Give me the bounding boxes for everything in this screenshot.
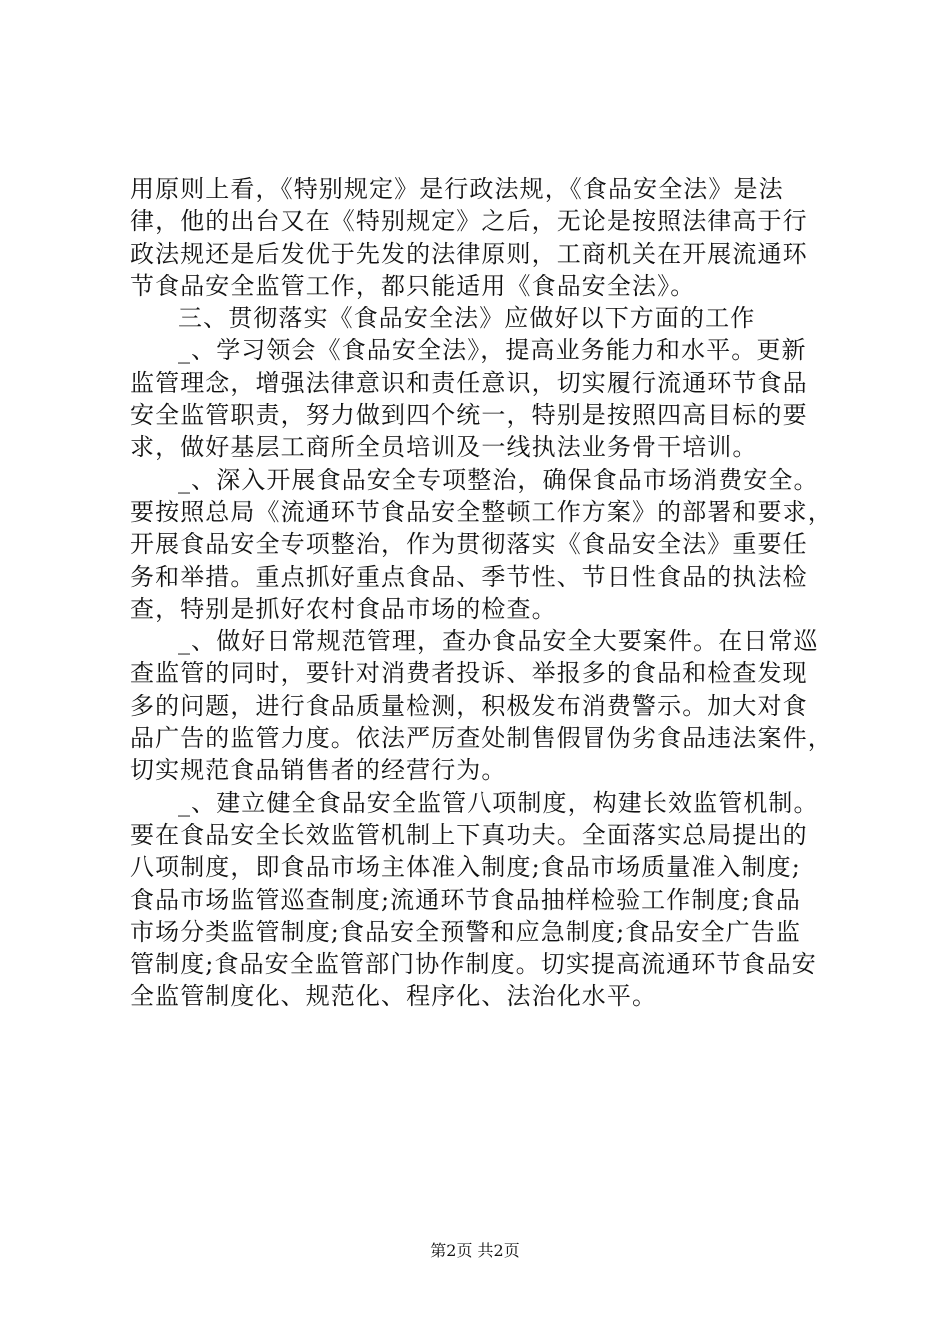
text-line: 切实规范食品销售者的经营行为。: [130, 756, 507, 785]
paragraph-start: _、学习领会《食品安全法》，提高业务能力和水平。更新: [178, 336, 807, 365]
text-line: 求，做好基层工商所全员培训及一线执法业务骨干培训。: [130, 433, 758, 462]
text-line: 全监管制度化、规范化、程序化、法治化水平。: [130, 982, 658, 1011]
text-line: 要在食品安全长效监管机制上下真功夫。全面落实总局提出的: [130, 820, 808, 849]
text-line: 多的问题，进行食品质量检测，积极发布消费警示。加大对食: [130, 691, 808, 720]
text-line: 政法规还是后发优于先发的法律原则，工商机关在开展流通环: [130, 239, 808, 268]
page-number-footer: 第2页 共2页: [430, 1241, 520, 1260]
paragraph-start: _、深入开展食品安全专项整治，确保食品市场消费安全。: [178, 465, 819, 494]
text-line: 节食品安全监管工作，都只能适用《食品安全法》。: [130, 271, 696, 300]
text-line: 食品市场监管巡查制度;流通环节食品抽样检验工作制度;食品: [130, 885, 801, 914]
text-line: 务和举措。重点抓好重点食品、季节性、节日性食品的执法检: [130, 562, 808, 591]
text-line: 查监管的同时，要针对消费者投诉、举报多的食品和检查发现: [130, 659, 808, 688]
text-line: 监管理念，增强法律意识和责任意识，切实履行流通环节食品: [130, 368, 808, 397]
text-line: 开展食品安全专项整治，作为贯彻落实《食品安全法》重要任: [130, 530, 808, 559]
text-line: 品广告的监管力度。依法严厉查处制售假冒伪劣食品违法案件，: [130, 724, 833, 753]
text-line: 用原则上看，《特别规定》是行政法规，《食品安全法》是法: [130, 175, 784, 203]
text-line: 八项制度，即食品市场主体准入制度;食品市场质量准入制度;: [130, 853, 801, 882]
paragraph-start: _、做好日常规范管理，查办食品安全大要案件。在日常巡: [178, 627, 819, 656]
text-line: 安全监管职责，努力做到四个统一，特别是按照四高目标的要: [130, 401, 808, 430]
section-heading: 三、贯彻落实《食品安全法》应做好以下方面的工作: [178, 304, 756, 333]
text-line: 管制度;食品安全监管部门协作制度。切实提高流通环节食品安: [130, 950, 817, 979]
body-text: [130, 173, 833, 1013]
paragraph-start: _、建立健全食品安全监管八项制度，构建长效监管机制。: [178, 788, 819, 817]
text-line: 查，特别是抓好农村食品市场的检查。: [130, 594, 557, 623]
text-line: 要按照总局《流通环节食品安全整顿工作方案》的部署和要求，: [130, 497, 833, 526]
text-line: 律，他的出台又在《特别规定》之后，无论是按照法律高于行: [130, 207, 808, 236]
text-line: 市场分类监管制度;食品安全预警和应急制度;食品安全广告监: [130, 917, 801, 946]
